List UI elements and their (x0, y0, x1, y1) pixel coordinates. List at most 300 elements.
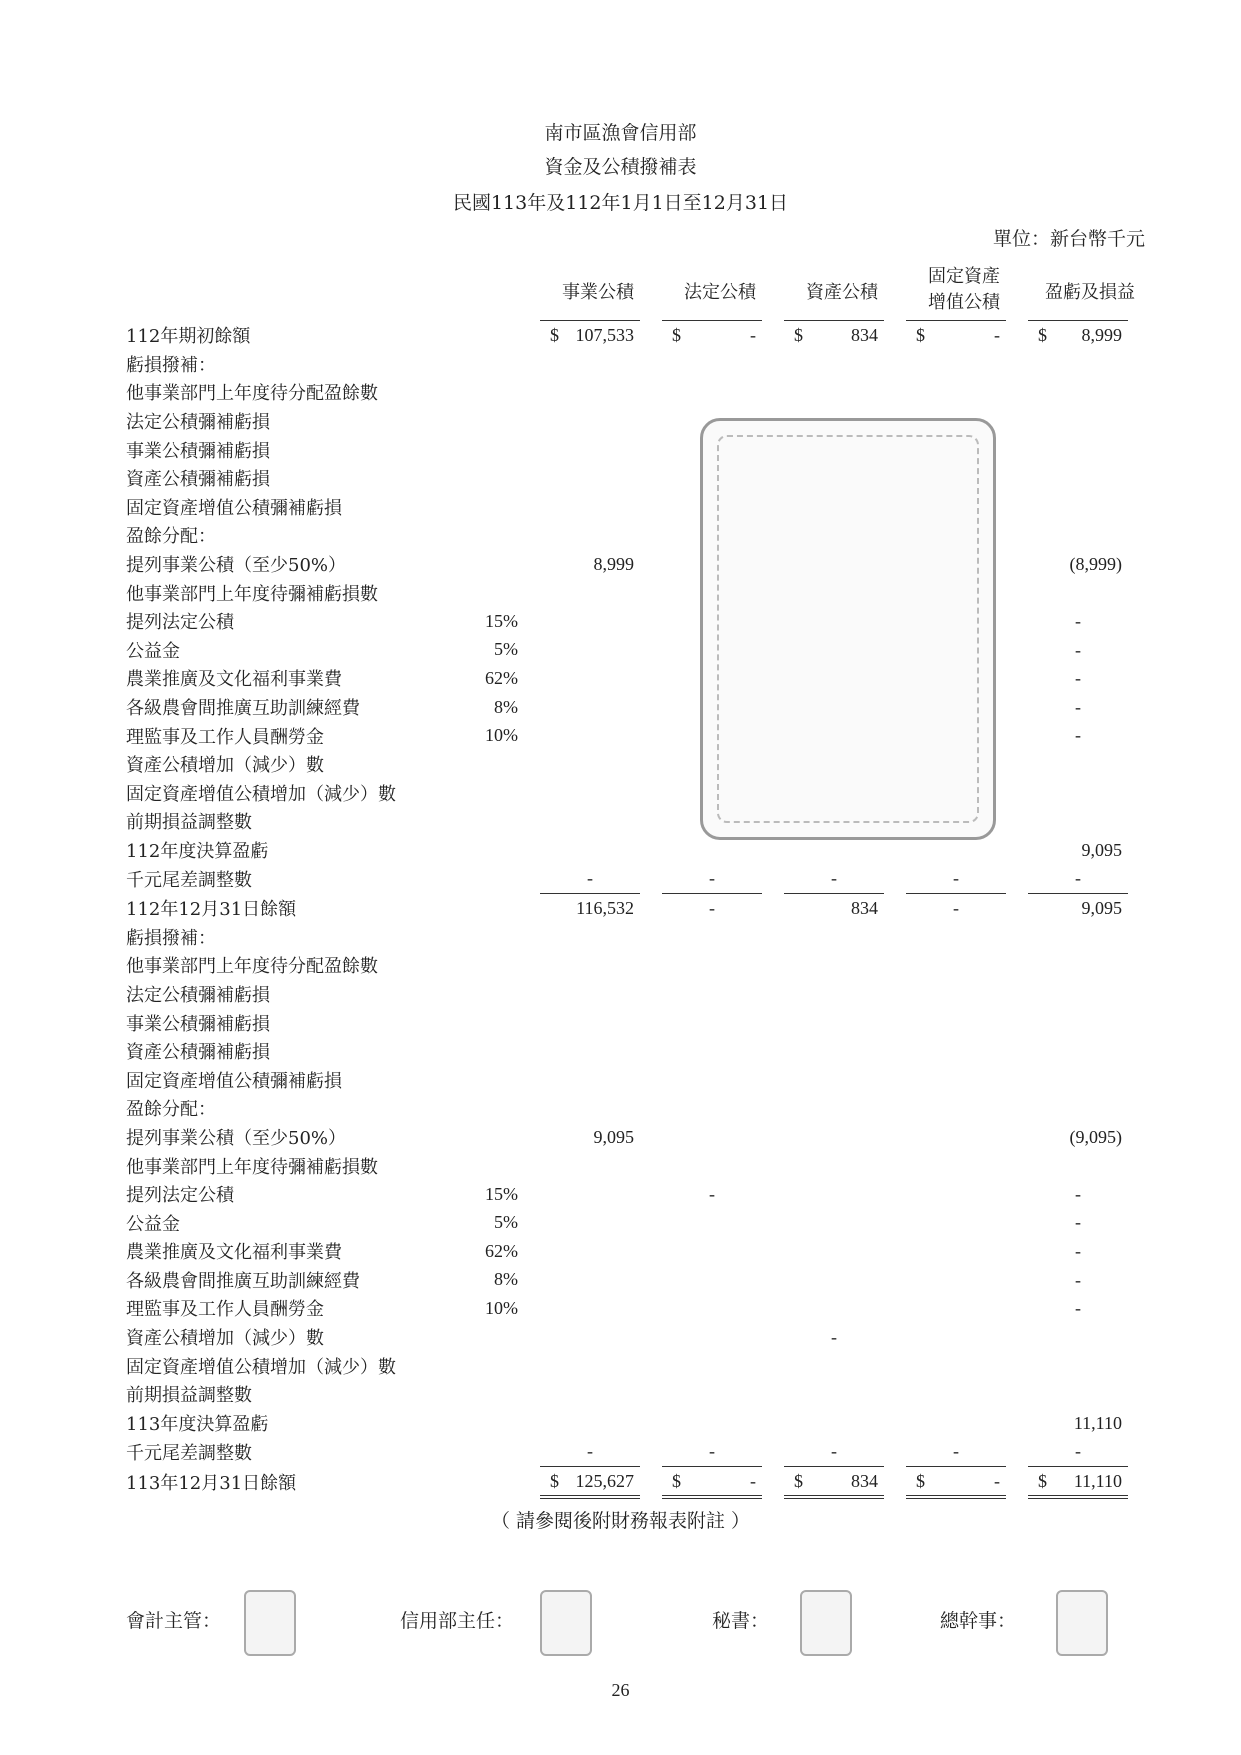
row-label: 農業推廣及文化福利事業費 (126, 1242, 342, 1264)
cell-value: 9,095 (1081, 839, 1122, 860)
signature-credit-head-label: 信用部主任： (400, 1610, 515, 1632)
table-row (126, 321, 1128, 350)
col-header-capital-reserve: 資產公積 (806, 282, 878, 303)
cell-col-5 (1028, 1180, 1128, 1209)
table-row (126, 1351, 1128, 1380)
cell-col-3 (784, 807, 884, 836)
cell-col-1 (540, 893, 640, 922)
currency-symbol: $ (550, 325, 559, 345)
table-row (126, 664, 1128, 693)
table-row (126, 1380, 1128, 1409)
table-row (126, 1180, 1128, 1209)
row-label: 各級農會間推廣互助訓練經費 (126, 1270, 360, 1292)
row-percentage (466, 836, 518, 865)
cell-col-3 (784, 521, 884, 550)
cell-col-1 (540, 607, 640, 636)
row-percentage (466, 779, 518, 808)
cell-col-5 (1028, 1065, 1128, 1094)
cell-col-4 (906, 636, 1006, 665)
table-row (126, 951, 1128, 980)
row-label: 113年12月31日餘額 (126, 1472, 297, 1494)
table-row (126, 836, 1128, 865)
cell-col-1 (540, 1380, 640, 1409)
cell-value: - (831, 1326, 837, 1347)
table-row (126, 1094, 1128, 1123)
row-label: 公益金 (126, 640, 180, 662)
table-row (126, 1123, 1128, 1152)
row-percentage: 5% (494, 1212, 518, 1233)
row-percentage (466, 1323, 518, 1352)
cell-col-4 (906, 407, 1006, 436)
cell-col-2 (662, 521, 762, 550)
table-row (126, 435, 1128, 464)
row-label: 資產公積增加（減少）數 (126, 1328, 324, 1350)
cell-col-2 (662, 1208, 762, 1237)
cell-col-5 (1028, 1351, 1128, 1380)
cell-col-2 (662, 321, 762, 350)
table-row (126, 493, 1128, 522)
cell-col-1 (540, 350, 640, 379)
cell-col-3 (784, 864, 884, 893)
table-row (126, 1409, 1128, 1438)
cell-col-2 (662, 1266, 762, 1295)
cell-value: - (1075, 639, 1081, 660)
row-percentage (466, 321, 518, 350)
row-label: 固定資產增值公積增加（減少）數 (126, 1356, 396, 1378)
table-row (126, 980, 1128, 1009)
table-row (126, 1037, 1128, 1066)
currency-symbol: $ (550, 1470, 559, 1491)
cell-col-5 (1028, 779, 1128, 808)
cell-col-5 (1028, 1208, 1128, 1237)
cell-col-2 (662, 664, 762, 693)
cell-col-3 (784, 378, 884, 407)
cell-col-2 (662, 721, 762, 750)
row-label: 提列事業公積（至少50%） (126, 1127, 347, 1149)
col-header-revaluation-reserve (914, 264, 1014, 316)
row-percentage (466, 951, 518, 980)
cell-col-1 (540, 779, 640, 808)
signature-gm-label: 總幹事： (940, 1610, 1017, 1632)
row-label: 資產公積彌補虧損 (126, 469, 270, 491)
cell-value: 8,999 (593, 553, 634, 574)
cell-col-4 (906, 1180, 1006, 1209)
cell-col-4 (906, 1008, 1006, 1037)
cell-col-4 (906, 1094, 1006, 1123)
cell-col-1 (540, 721, 640, 750)
cell-col-4 (906, 350, 1006, 379)
currency-symbol: $ (794, 1470, 803, 1491)
cell-value: - (1075, 725, 1081, 746)
row-label: 他事業部門上年度待分配盈餘數 (126, 383, 378, 405)
cell-col-4 (906, 607, 1006, 636)
cell-value: - (1075, 668, 1081, 689)
cell-col-2 (662, 836, 762, 865)
table-row (126, 893, 1128, 922)
cell-value: - (831, 1441, 837, 1462)
cell-col-5 (1028, 350, 1128, 379)
cell-col-3 (784, 1466, 884, 1497)
cell-col-2 (662, 1237, 762, 1266)
row-percentage: 62% (485, 1240, 518, 1261)
cell-col-4 (906, 893, 1006, 922)
cell-col-3 (784, 664, 884, 693)
cell-col-2 (662, 750, 762, 779)
cell-col-2 (662, 951, 762, 980)
row-percentage (466, 350, 518, 379)
table-row (126, 693, 1128, 722)
row-percentage (466, 1437, 518, 1466)
cell-col-3 (784, 321, 884, 350)
cell-col-4 (906, 1037, 1006, 1066)
cell-col-2 (662, 407, 762, 436)
cell-col-2 (662, 807, 762, 836)
cell-value: - (709, 897, 715, 918)
cell-col-2 (662, 435, 762, 464)
cell-col-5 (1028, 1123, 1128, 1152)
page-number: 26 (611, 1680, 630, 1700)
table-row (126, 1294, 1128, 1323)
row-label: 他事業部門上年度待分配盈餘數 (126, 956, 378, 978)
signature-accounting-label: 會計主管： (126, 1610, 222, 1632)
row-percentage (466, 1151, 518, 1180)
cell-col-4 (906, 951, 1006, 980)
cell-col-2 (662, 1065, 762, 1094)
cell-col-4 (906, 464, 1006, 493)
cell-col-2 (662, 922, 762, 951)
cell-col-5 (1028, 1037, 1128, 1066)
row-label: 盈餘分配： (126, 526, 216, 548)
cell-col-1 (540, 407, 640, 436)
col-header-revaluation-line2: 增值公積 (928, 292, 1000, 313)
cell-col-2 (662, 893, 762, 922)
cell-col-1 (540, 1123, 640, 1152)
cell-col-1 (540, 1466, 640, 1497)
cell-col-2 (662, 493, 762, 522)
currency-symbol: $ (794, 325, 803, 345)
cell-col-3 (784, 1180, 884, 1209)
cell-col-4 (906, 1351, 1006, 1380)
cell-value: 834 (851, 897, 878, 918)
cell-col-3 (784, 779, 884, 808)
row-percentage (466, 1409, 518, 1438)
cell-col-3 (784, 1237, 884, 1266)
cell-value: - (953, 897, 959, 918)
secretary-seal-stamp (800, 1590, 852, 1656)
cell-col-3 (784, 1437, 884, 1466)
cell-col-4 (906, 521, 1006, 550)
cell-value: - (709, 1441, 715, 1462)
cell-value: - (1075, 1441, 1081, 1462)
cell-col-2 (662, 1323, 762, 1352)
cell-col-4 (906, 1065, 1006, 1094)
cell-col-3 (784, 435, 884, 464)
currency-symbol: $ (916, 325, 925, 345)
cell-col-3 (784, 464, 884, 493)
cell-col-5 (1028, 1151, 1128, 1180)
row-percentage: 10% (485, 1297, 518, 1318)
gm-seal-stamp (1056, 1590, 1108, 1656)
table-row (126, 1237, 1128, 1266)
row-label: 112年度決算盈虧 (126, 840, 269, 862)
cell-col-1 (540, 664, 640, 693)
row-label: 他事業部門上年度待彌補虧損數 (126, 1156, 378, 1178)
cell-col-3 (784, 721, 884, 750)
cell-col-1 (540, 435, 640, 464)
cell-col-3 (784, 693, 884, 722)
cell-col-3 (784, 1151, 884, 1180)
cell-col-1 (540, 1065, 640, 1094)
table-row (126, 550, 1128, 579)
cell-col-2 (662, 1380, 762, 1409)
cell-value: (9,095) (1069, 1126, 1122, 1147)
cell-col-5 (1028, 922, 1128, 951)
cell-col-5 (1028, 1466, 1128, 1497)
cell-col-1 (540, 750, 640, 779)
row-label: 前期損益調整數 (126, 1385, 252, 1407)
cell-col-4 (906, 1294, 1006, 1323)
cell-col-5 (1028, 664, 1128, 693)
cell-col-1 (540, 1208, 640, 1237)
cell-col-4 (906, 721, 1006, 750)
cell-value: - (750, 1470, 756, 1491)
cell-col-4 (906, 435, 1006, 464)
cell-col-2 (662, 636, 762, 665)
cell-col-4 (906, 493, 1006, 522)
row-label: 固定資產增值公積增加（減少）數 (126, 783, 396, 805)
cell-col-2 (662, 1466, 762, 1497)
cell-col-5 (1028, 521, 1128, 550)
cell-col-3 (784, 493, 884, 522)
cell-col-3 (784, 1094, 884, 1123)
cell-col-1 (540, 836, 640, 865)
cell-col-5 (1028, 321, 1128, 350)
cell-col-4 (906, 1466, 1006, 1497)
row-label: 公益金 (126, 1213, 180, 1235)
row-label: 法定公積彌補虧損 (126, 412, 270, 434)
row-percentage (466, 407, 518, 436)
cell-col-5 (1028, 807, 1128, 836)
cell-col-5 (1028, 1237, 1128, 1266)
cell-col-3 (784, 750, 884, 779)
table-row (126, 521, 1128, 550)
cell-col-4 (906, 378, 1006, 407)
cell-value: 9,095 (593, 1126, 634, 1147)
row-percentage (466, 1037, 518, 1066)
cell-col-3 (784, 1123, 884, 1152)
cell-col-1 (540, 636, 640, 665)
row-label: 理監事及工作人員酬勞金 (126, 1299, 324, 1321)
table-row (126, 407, 1128, 436)
row-percentage (466, 1351, 518, 1380)
cell-col-4 (906, 980, 1006, 1009)
signature-secretary-label: 秘書： (712, 1610, 770, 1632)
cell-col-2 (662, 864, 762, 893)
cell-value: - (831, 868, 837, 889)
cell-value: 834 (851, 1470, 878, 1491)
col-header-profit-loss: 盈虧及損益 (1045, 282, 1135, 303)
cell-col-3 (784, 607, 884, 636)
row-label: 各級農會間推廣互助訓練經費 (126, 698, 360, 720)
row-label: 固定資產增值公積彌補虧損 (126, 497, 342, 519)
currency-symbol: $ (672, 325, 681, 345)
cell-col-5 (1028, 1094, 1128, 1123)
table-row (126, 1323, 1128, 1352)
cell-col-5 (1028, 464, 1128, 493)
statement-period: 民國113年及112年1月1日至12月31日 (452, 192, 789, 214)
cell-col-5 (1028, 550, 1128, 579)
row-percentage: 15% (485, 610, 518, 631)
cell-col-5 (1028, 607, 1128, 636)
cell-value: - (1075, 1212, 1081, 1233)
cell-col-1 (540, 951, 640, 980)
row-label: 虧損撥補： (126, 354, 216, 376)
row-percentage: 5% (494, 639, 518, 660)
cell-col-3 (784, 550, 884, 579)
row-percentage (466, 378, 518, 407)
cell-col-3 (784, 636, 884, 665)
cell-col-1 (540, 864, 640, 893)
row-percentage (466, 1008, 518, 1037)
cell-col-2 (662, 693, 762, 722)
table-row (126, 807, 1128, 836)
cell-col-2 (662, 550, 762, 579)
table-row (126, 378, 1128, 407)
cell-col-4 (906, 922, 1006, 951)
table-row (126, 1437, 1128, 1466)
cell-col-3 (784, 893, 884, 922)
cell-col-5 (1028, 407, 1128, 436)
cell-col-2 (662, 1180, 762, 1209)
cell-col-4 (906, 693, 1006, 722)
row-label: 資產公積彌補虧損 (126, 1042, 270, 1064)
row-label: 提列事業公積（至少50%） (126, 555, 347, 577)
cell-col-5 (1028, 493, 1128, 522)
cell-col-4 (906, 550, 1006, 579)
cell-col-4 (906, 807, 1006, 836)
row-percentage (466, 750, 518, 779)
cell-value: - (953, 868, 959, 889)
cell-col-4 (906, 1237, 1006, 1266)
cell-col-4 (906, 1266, 1006, 1295)
cell-col-1 (540, 1294, 640, 1323)
cell-col-3 (784, 1294, 884, 1323)
cell-col-1 (540, 807, 640, 836)
row-percentage (466, 807, 518, 836)
row-percentage (466, 980, 518, 1009)
cell-value: - (1075, 868, 1081, 889)
cell-col-5 (1028, 864, 1128, 893)
cell-col-5 (1028, 378, 1128, 407)
cell-value: 9,095 (1081, 897, 1122, 918)
cell-col-1 (540, 693, 640, 722)
cell-col-5 (1028, 1008, 1128, 1037)
cell-col-5 (1028, 980, 1128, 1009)
table-row (126, 1466, 1128, 1497)
row-percentage (466, 1065, 518, 1094)
cell-col-4 (906, 836, 1006, 865)
cell-value: - (1075, 1241, 1081, 1261)
cell-value: (8,999) (1069, 553, 1122, 574)
cell-col-3 (784, 922, 884, 951)
row-percentage (466, 435, 518, 464)
cell-col-2 (662, 378, 762, 407)
cell-col-1 (540, 464, 640, 493)
table-row (126, 1151, 1128, 1180)
cell-col-1 (540, 578, 640, 607)
cell-col-5 (1028, 951, 1128, 980)
cell-value: 107,533 (575, 325, 634, 345)
row-percentage (466, 550, 518, 579)
cell-col-1 (540, 1094, 640, 1123)
table-row (126, 636, 1128, 665)
cell-col-4 (906, 1208, 1006, 1237)
cell-col-5 (1028, 435, 1128, 464)
cell-value: 116,532 (576, 897, 634, 918)
cell-col-1 (540, 1351, 640, 1380)
cell-col-2 (662, 607, 762, 636)
cell-col-1 (540, 1323, 640, 1352)
cell-col-3 (784, 1380, 884, 1409)
table-row (126, 350, 1128, 379)
table-row (126, 750, 1128, 779)
row-percentage (466, 1123, 518, 1152)
cell-col-3 (784, 1208, 884, 1237)
currency-symbol: $ (916, 1470, 925, 1491)
cell-value: - (587, 1441, 593, 1462)
cell-col-1 (540, 980, 640, 1009)
cell-value: - (709, 1183, 715, 1204)
cell-col-1 (540, 378, 640, 407)
cell-value: 125,627 (575, 1470, 634, 1491)
cell-col-5 (1028, 1380, 1128, 1409)
cell-col-3 (784, 1065, 884, 1094)
cell-col-4 (906, 750, 1006, 779)
cell-col-5 (1028, 1266, 1128, 1295)
row-percentage: 10% (485, 725, 518, 746)
cell-col-1 (540, 550, 640, 579)
row-label: 盈餘分配： (126, 1099, 216, 1121)
row-percentage (466, 864, 518, 893)
row-label: 虧損撥補： (126, 927, 216, 949)
row-label: 前期損益調整數 (126, 812, 252, 834)
cell-col-3 (784, 578, 884, 607)
cell-col-4 (906, 1323, 1006, 1352)
row-label: 事業公積彌補虧損 (126, 1013, 270, 1035)
cell-col-1 (540, 321, 640, 350)
cell-col-4 (906, 1437, 1006, 1466)
row-percentage (466, 922, 518, 951)
row-percentage (466, 1094, 518, 1123)
cell-col-2 (662, 1409, 762, 1438)
table-row (126, 464, 1128, 493)
accounting-seal-stamp (244, 1590, 296, 1656)
statement-title: 資金及公積撥補表 (544, 156, 697, 178)
reserve-statement-table (126, 320, 1128, 1499)
cell-col-5 (1028, 578, 1128, 607)
cell-col-3 (784, 1351, 884, 1380)
cell-col-2 (662, 578, 762, 607)
currency-symbol: $ (672, 1470, 681, 1491)
cell-col-1 (540, 493, 640, 522)
table-row (126, 578, 1128, 607)
cell-col-2 (662, 1123, 762, 1152)
cell-value: 11,110 (1073, 1412, 1122, 1433)
cell-col-5 (1028, 693, 1128, 722)
cell-col-1 (540, 1180, 640, 1209)
cell-col-3 (784, 980, 884, 1009)
row-label: 提列法定公積 (126, 1185, 234, 1207)
